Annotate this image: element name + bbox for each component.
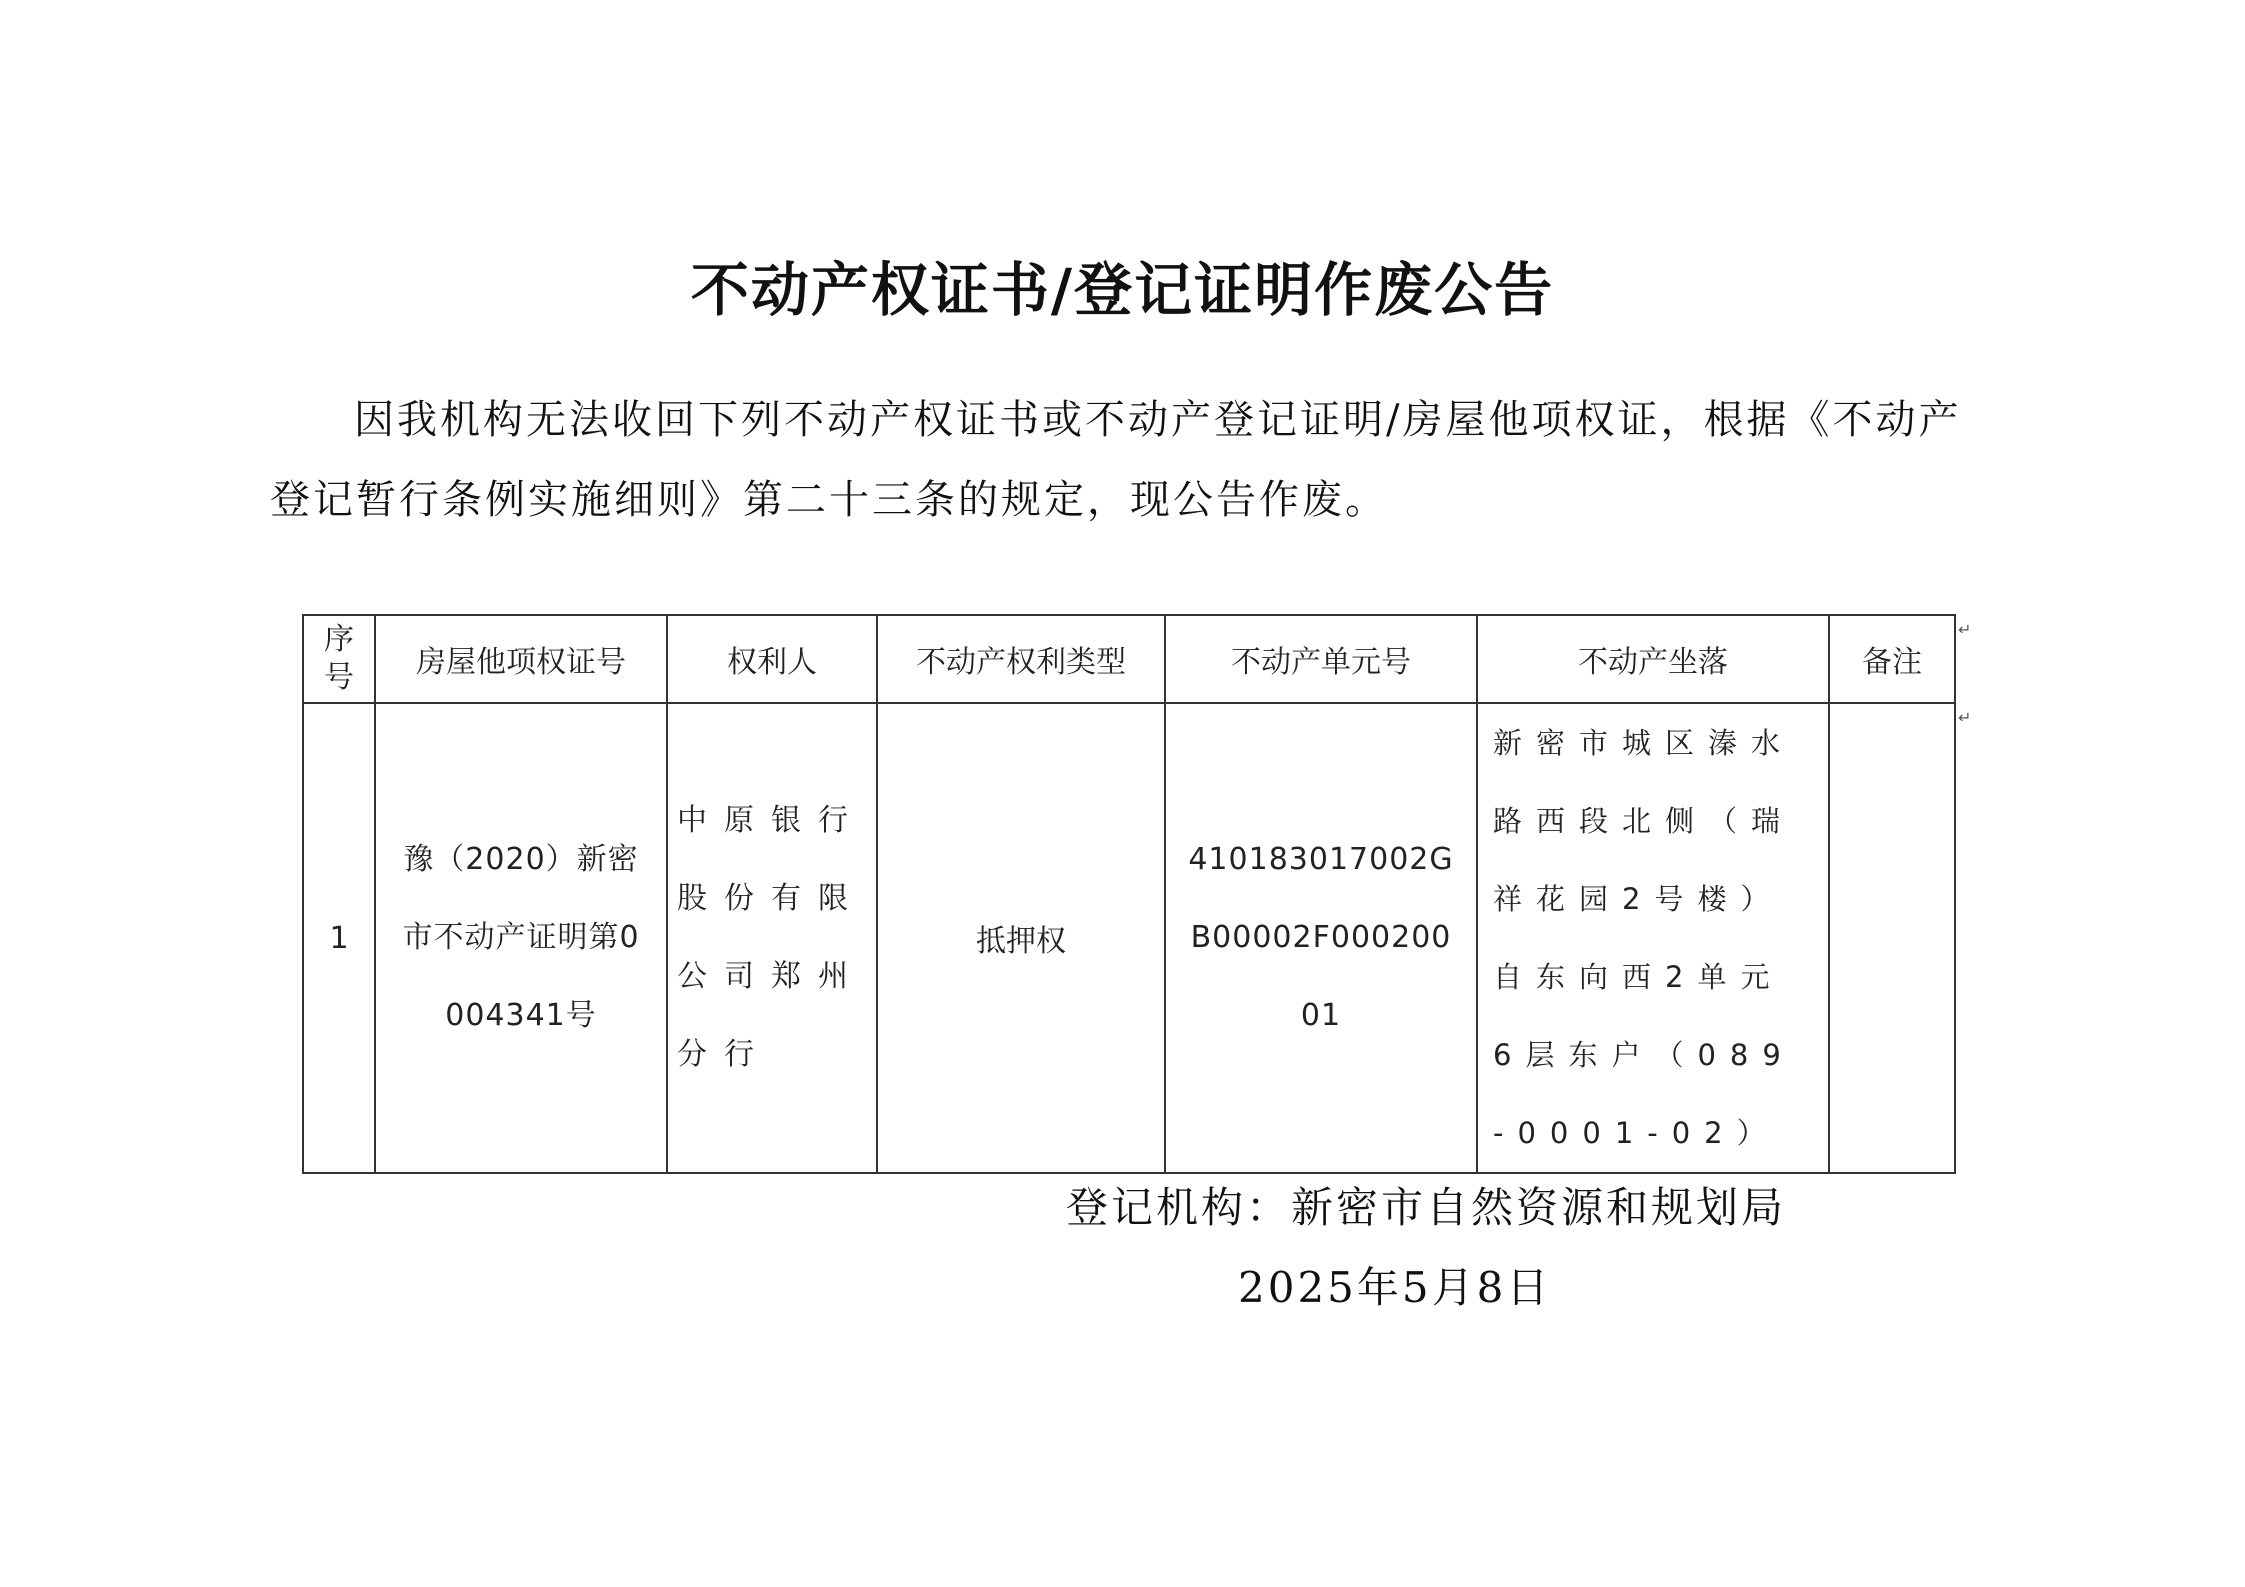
header-seq-label: 序号	[324, 622, 354, 695]
cell-holder-text: 中原银行股份有限公司郑州分行	[677, 803, 865, 1072]
cell-seq: 1	[303, 703, 375, 1173]
cell-unit-no	[1165, 703, 1477, 1173]
notice-body-paragraph: 因我机构无法收回下列不动产权证书或不动产登记证明/房屋他项权证，根据《不动产登记暂行条例实施细则》第二十三条的规定，现公告作废。	[270, 397, 1962, 523]
cell-right-type: 抵押权	[877, 703, 1165, 1173]
signature-date: 2025年5月8日	[1238, 1263, 1552, 1312]
table-corner-mark-top: ↵	[1958, 620, 1972, 639]
page-title: 不动产权证书/登记证明作废公告	[690, 256, 1555, 324]
table-row	[303, 703, 1955, 1173]
header-unit-no: 不动产单元号	[1165, 615, 1477, 703]
cell-unit-no-text: 410183017002GB00002F00020001	[1188, 842, 1454, 1033]
cell-cert-no-text: 豫（2020）新密市不动产证明第0004341号	[402, 842, 640, 1033]
header-location: 不动产坐落	[1477, 615, 1829, 703]
voided-certificates-table	[302, 614, 1956, 1174]
cell-location-text: 新密市城区溱水路西段北侧（瑞祥花园2号楼）自东向西2单元6层东户（089-0001-02）	[1493, 726, 1795, 1150]
header-remark: 备注	[1829, 615, 1955, 703]
header-cert-no: 房屋他项权证号	[375, 615, 667, 703]
header-right-type: 不动产权利类型	[877, 615, 1165, 703]
header-seq	[303, 615, 375, 703]
cell-cert-no	[375, 703, 667, 1173]
signature-organization: 登记机构：新密市自然资源和规划局	[1066, 1183, 1787, 1232]
cell-location	[1477, 703, 1829, 1173]
table-corner-mark-bottom: ↵	[1958, 708, 1972, 727]
cell-holder	[667, 703, 877, 1173]
cell-remark	[1829, 703, 1955, 1173]
table-header-row	[303, 615, 1955, 703]
header-holder: 权利人	[667, 615, 877, 703]
